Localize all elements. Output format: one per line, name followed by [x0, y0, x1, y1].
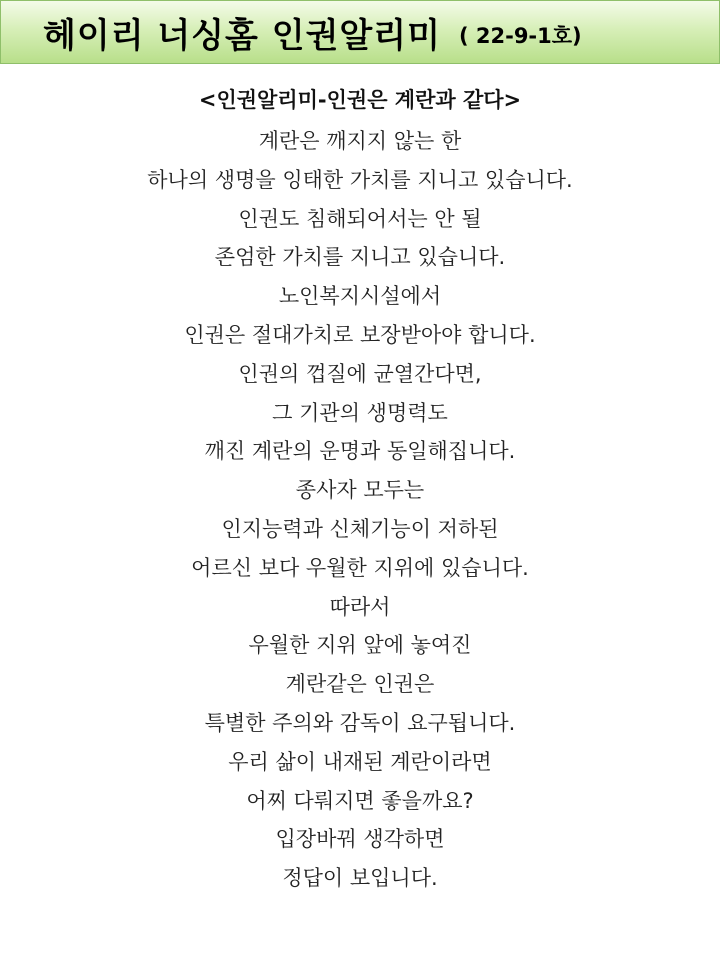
poem-line: 노인복지시설에서 — [278, 284, 442, 309]
poem-line: 어르신 보다 우월한 지위에 있습니다. — [191, 555, 529, 580]
poem-line: 종사자 모두는 — [295, 478, 425, 503]
header-banner — [0, 0, 720, 64]
poem-line: 어찌 다뤄지면 좋을까요? — [246, 788, 474, 813]
poem-line: 인지능력과 신체기능이 저하된 — [221, 516, 499, 541]
poem-line: 인권도 침해되어서는 안 될 — [238, 206, 482, 231]
poem-line: 특별한 주의와 감독이 요구됩니다. — [204, 710, 516, 735]
poem-line: 정답이 보입니다. — [282, 866, 438, 891]
poem-line: 계란같은 인권은 — [285, 672, 435, 697]
poem-line: 인권은 절대가치로 보장받아야 합니다. — [184, 322, 536, 347]
poem-line: 존엄한 가치를 지니고 있습니다. — [214, 245, 506, 270]
poem-line: 인권의 껍질에 균열간다면, — [238, 361, 482, 386]
issue-number: ( 22-9-1호) — [458, 24, 582, 48]
poem-line: 입장바꿔 생각하면 — [275, 827, 445, 852]
poem-line: 우리 삶이 내재된 계란이라면 — [228, 749, 492, 774]
poem-text — [0, 122, 720, 898]
poem-line: 계란은 깨지지 않는 한 — [258, 129, 462, 153]
poem-line: 따라서 — [329, 594, 391, 619]
newsletter-title: 헤이리 너싱홈 인권알리미 — [43, 15, 441, 56]
poem-line: 우월한 지위 앞에 놓여진 — [248, 633, 472, 658]
document-body — [0, 82, 720, 898]
document-subtitle: <인권알리미-인권은 계란과 같다> — [198, 88, 522, 112]
poem-line: 깨진 계란의 운명과 동일해집니다. — [204, 439, 516, 464]
poem-line: 하나의 생명을 잉태한 가치를 지니고 있습니다. — [147, 167, 573, 192]
poem-line: 그 기관의 생명력도 — [272, 400, 448, 425]
